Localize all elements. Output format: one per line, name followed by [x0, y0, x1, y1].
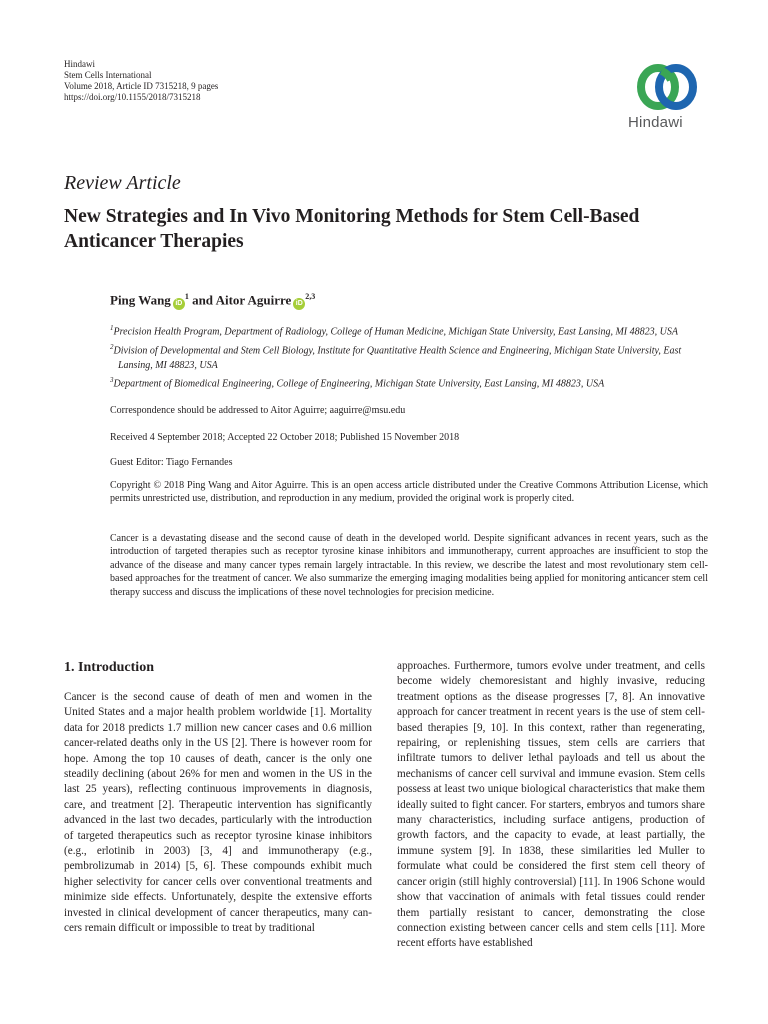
affiliation-number: 3	[110, 376, 114, 385]
affiliation-text: Division of Developmental and Stem Cell Biology, Institute for Quantitative Health Science and Engineering, Michigan State University, East Lansing, MI 48823, USA	[113, 345, 682, 371]
hindawi-wordmark: Hindawi	[628, 114, 683, 131]
orcid-icon[interactable]: iD	[173, 298, 185, 310]
guest-editor: Guest Editor: Tiago Fernandes	[110, 457, 233, 468]
affiliation	[110, 321, 710, 340]
affiliation	[110, 373, 710, 392]
author-separator: and	[188, 292, 216, 308]
author-list	[110, 292, 315, 310]
author-name: Ping Wang	[110, 292, 171, 308]
article-title: New Strategies and In Vivo Monitoring Methods for Stem Cell-Based Anticancer Therapies	[64, 206, 640, 252]
publisher-name: Hindawi	[64, 59, 95, 69]
author-name: Aitor Aguirre	[215, 292, 292, 308]
correspondence: Correspondence should be addressed to Aitor Aguirre; aaguirre@msu.edu	[110, 405, 406, 416]
body-column-left: Cancer is the second cause of death of men and women in the United States and a major health problem worldwide [1]. Mortality data for 2018 predicts 1.7 million new cancer cases and 0.6 million cancer-related deaths only in the US [2]. There is however room for hope. Among the top 10 causes of death, cancer is the only one steadily declining (about 26% for men and women in the US in the last 25 years), reflecting continuous improvements in diagnosis, care, and treatment [2]. Therapeutic intervention has significantly advanced in the last two decades, particularly with the introduction of targeted therapeutics such as receptor tyrosine kinase inhibitors (e.g., erlotinib in 2003) [3, 4] and immunotherapy (e.g., pembrolizumab in 2014) [5, 6]. These compounds exhibit much higher selectivity for cancer cells over conventional treatments and minimize side effects. Unfortunately, despite the extensive efforts invested in clinical development of cancer therapeutics, many cancers remain difficult or impossible to treat by traditional	[64, 691, 372, 935]
orcid-icon[interactable]: iD	[293, 298, 305, 310]
author-affiliation-ref: 2,3	[305, 292, 316, 301]
affiliations	[110, 321, 710, 392]
hindawi-interlocking-rings-logo-icon	[634, 62, 700, 112]
abstract: Cancer is a devastating disease and the second cause of death in the developed world. Despite significant advances in recent years, such as the introduction of targeted therapies such as receptor tyrosine kinase inhibitors and immunotherapy, current approaches are insufficient to stop the advance of the disease and many cancer types remain largely intractable. In this review, we describe the latest and most revolutionary stem cell-based approaches for the treatment of cancer. We also summarize the emerging imaging modalities being applied for monitoring anticancer stem cell therapy success and discuss the implications of these novel technologies for precision medicine.	[110, 533, 708, 598]
hindawi-logo	[628, 62, 708, 131]
journal-info	[64, 59, 218, 103]
author-affiliation-ref: 1	[184, 292, 189, 301]
copyright-notice: Copyright © 2018 Ping Wang and Aitor Aguirre. This is an open access article distributed under the Creative Commons Attribution License, which permits unrestricted use, distribution, and reproduction in any medium, provided the original work is properly cited.	[110, 480, 708, 505]
volume-line: Volume 2018, Article ID 7315218, 9 pages	[64, 81, 219, 91]
section-heading: 1. Introduction	[64, 660, 154, 675]
body-column-right: approaches. Furthermore, tumors evolve under treatment, and cells become widely chemoresistant and highly invasive, reducing treatment options as the disease progresses [7, 8]. An innovative approach for cancer treatment in recent years is the use of stem cell-based therapies [9, 10]. In this context, rather than regenerating, repairing, or replenishing tissues, stem cells are carriers that infiltrate tumors to deliver lethal payloads and tell us about the mechanisms of cancer cell survival and immune evasion. Stem cells possess at least two unique biological characteristics that make them ideally suited to fight cancer. For starters, embryos and tumors share many characteristics, including surface antigens, production of growth factors, and the capacity to evade, at least partially, the immune system [9]. In 1838, these similarities led Muller to formulate what could be considered the first stem cell theory of cancer origin (still highly controversial) [11]. In 1906 Schone would show that vaccination of animals with fetal tissues could render them partially resistant to cancer, demonstrating the close connection existing between cancer cells and stem cells [11]. More recent efforts have established	[397, 660, 705, 950]
affiliation-text: Department of Biomedical Engineering, College of Engineering, Michigan State University, East Lansing, MI 48823, USA	[113, 378, 605, 390]
publication-dates: Received 4 September 2018; Accepted 22 October 2018; Published 15 November 2018	[110, 432, 460, 443]
article-type: Review Article	[64, 172, 181, 194]
affiliation	[110, 340, 710, 374]
journal-name: Stem Cells International	[64, 70, 152, 80]
affiliation-number: 2	[110, 342, 114, 351]
affiliation-number: 1	[110, 324, 114, 332]
doi-link[interactable]: https://doi.org/10.1155/2018/7315218	[64, 92, 201, 102]
affiliation-text: Precision Health Program, Department of Radiology, College of Human Medicine, Michigan State University, East Lansing, MI 48823, USA	[113, 326, 678, 338]
